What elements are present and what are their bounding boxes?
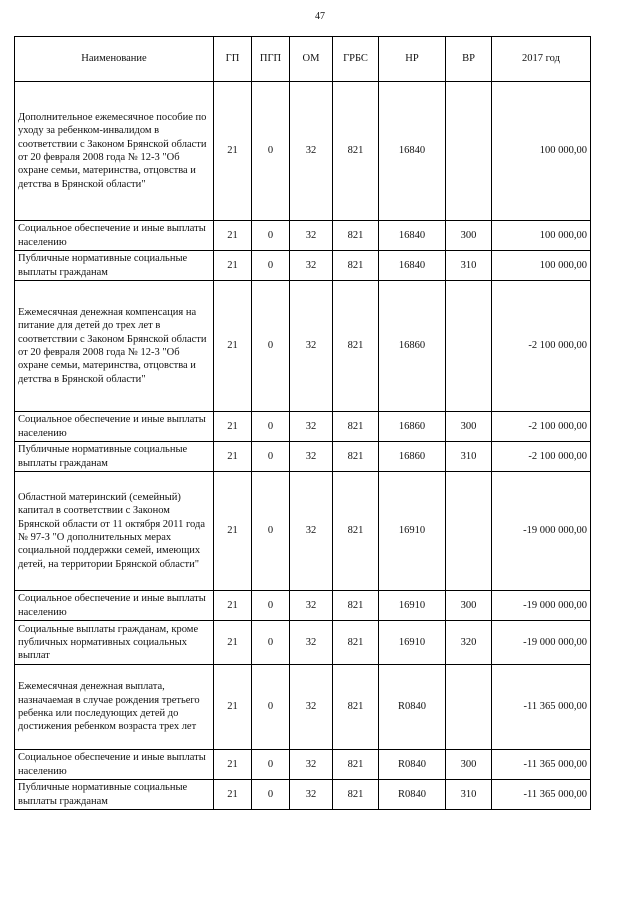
row-name: Социальные выплаты гражданам, кроме публичных нормативных социальных выплат: [15, 621, 214, 665]
row-vr: [446, 665, 492, 750]
row-om: 32: [290, 412, 333, 442]
row-grbs: 821: [333, 281, 379, 412]
row-gp: 21: [214, 750, 252, 780]
row-gp: 21: [214, 82, 252, 221]
table-row: [15, 221, 591, 251]
page-number: 47: [315, 11, 325, 22]
row-gp: 21: [214, 442, 252, 472]
row-name: Публичные нормативные социальные выплаты гражданам: [15, 251, 214, 281]
row-name: Социальное обеспечение и иные выплаты населению: [15, 591, 214, 621]
row-grbs: 821: [333, 750, 379, 780]
row-nr: 16840: [379, 251, 446, 281]
row-grbs: 821: [333, 591, 379, 621]
row-pgp: 0: [252, 621, 290, 665]
row-om: 32: [290, 591, 333, 621]
row-pgp: 0: [252, 591, 290, 621]
row-name: Социальное обеспечение и иные выплаты населению: [15, 750, 214, 780]
table-row: [15, 251, 591, 281]
row-amount: -11 365 000,00: [492, 750, 591, 780]
row-pgp: 0: [252, 665, 290, 750]
row-vr: 300: [446, 221, 492, 251]
row-grbs: 821: [333, 665, 379, 750]
row-gp: 21: [214, 281, 252, 412]
row-gp: 21: [214, 665, 252, 750]
row-om: 32: [290, 621, 333, 665]
row-name: Ежемесячная денежная компенсация на питание для детей до трех лет в соответствии с Законом Брянской области от 20 февраля 2008 года № 12-3 "Об охране семьи, материнства, отцовства и детства в Брянской области": [15, 281, 214, 412]
row-grbs: 821: [333, 412, 379, 442]
row-grbs: 821: [333, 82, 379, 221]
row-vr: [446, 82, 492, 221]
row-name: Публичные нормативные социальные выплаты гражданам: [15, 442, 214, 472]
row-amount: -19 000 000,00: [492, 472, 591, 591]
row-gp: 21: [214, 221, 252, 251]
row-vr: 320: [446, 621, 492, 665]
row-gp: 21: [214, 591, 252, 621]
row-pgp: 0: [252, 412, 290, 442]
row-gp: 21: [214, 780, 252, 810]
table-row: [15, 412, 591, 442]
row-om: 32: [290, 82, 333, 221]
row-nr: R0840: [379, 780, 446, 810]
row-om: 32: [290, 780, 333, 810]
row-grbs: 821: [333, 780, 379, 810]
row-vr: [446, 281, 492, 412]
row-pgp: 0: [252, 750, 290, 780]
table-row: [15, 442, 591, 472]
row-nr: 16860: [379, 281, 446, 412]
row-nr: R0840: [379, 750, 446, 780]
row-om: 32: [290, 665, 333, 750]
row-gp: 21: [214, 621, 252, 665]
row-om: 32: [290, 472, 333, 591]
header-vr: ВР: [446, 37, 492, 82]
row-vr: 310: [446, 780, 492, 810]
table-row: [15, 621, 591, 665]
row-nr: R0840: [379, 665, 446, 750]
row-grbs: 821: [333, 251, 379, 281]
row-nr: 16910: [379, 591, 446, 621]
header-pgp: ПГП: [252, 37, 290, 82]
row-grbs: 821: [333, 621, 379, 665]
row-name: Социальное обеспечение и иные выплаты населению: [15, 221, 214, 251]
header-gp: ГП: [214, 37, 252, 82]
row-vr: [446, 472, 492, 591]
row-nr: 16840: [379, 221, 446, 251]
row-amount: -2 100 000,00: [492, 412, 591, 442]
row-amount: -2 100 000,00: [492, 281, 591, 412]
row-om: 32: [290, 750, 333, 780]
row-grbs: 821: [333, 221, 379, 251]
row-amount: 100 000,00: [492, 251, 591, 281]
row-nr: 16860: [379, 412, 446, 442]
row-amount: 100 000,00: [492, 82, 591, 221]
header-om: ОМ: [290, 37, 333, 82]
row-amount: -11 365 000,00: [492, 665, 591, 750]
header-name: Наименование: [15, 37, 214, 82]
budget-table: [14, 36, 591, 810]
row-vr: 300: [446, 412, 492, 442]
row-name: Публичные нормативные социальные выплаты гражданам: [15, 780, 214, 810]
row-grbs: 821: [333, 472, 379, 591]
row-vr: 310: [446, 251, 492, 281]
table-row: [15, 665, 591, 750]
row-amount: -11 365 000,00: [492, 780, 591, 810]
table-row: [15, 780, 591, 810]
row-om: 32: [290, 251, 333, 281]
row-amount: -2 100 000,00: [492, 442, 591, 472]
table-row: [15, 472, 591, 591]
row-nr: 16860: [379, 442, 446, 472]
row-name: Областной материнский (семейный) капитал в соответствии с Законом Брянской области от 11 октября 2011 года № 97-З "О дополнительных мерах социальной поддержки семей, имеющих детей, на территории Брянской области": [15, 472, 214, 591]
header-amount: 2017 год: [492, 37, 591, 82]
table-header-row: [15, 37, 591, 82]
row-pgp: 0: [252, 281, 290, 412]
header-grbs: ГРБС: [333, 37, 379, 82]
row-vr: 300: [446, 591, 492, 621]
row-pgp: 0: [252, 251, 290, 281]
row-pgp: 0: [252, 82, 290, 221]
row-om: 32: [290, 442, 333, 472]
row-amount: -19 000 000,00: [492, 591, 591, 621]
row-pgp: 0: [252, 780, 290, 810]
row-amount: 100 000,00: [492, 221, 591, 251]
row-nr: 16910: [379, 621, 446, 665]
table-row: [15, 82, 591, 221]
row-vr: 300: [446, 750, 492, 780]
row-grbs: 821: [333, 442, 379, 472]
row-gp: 21: [214, 412, 252, 442]
row-pgp: 0: [252, 472, 290, 591]
row-name: Ежемесячная денежная выплата, назначаемая в случае рождения третьего ребенка или последующих детей до достижения ребенком возраста трех лет: [15, 665, 214, 750]
row-om: 32: [290, 281, 333, 412]
row-om: 32: [290, 221, 333, 251]
row-name: Дополнительное ежемесячное пособие по уходу за ребенком-инвалидом в соответствии с Законом Брянской области от 20 февраля 2008 года № 12-3 "Об охране семьи, материнства, отцовства и детства в Брянской области": [15, 82, 214, 221]
table-row: [15, 591, 591, 621]
table-row: [15, 281, 591, 412]
row-pgp: 0: [252, 221, 290, 251]
row-nr: 16910: [379, 472, 446, 591]
header-nr: НР: [379, 37, 446, 82]
row-vr: 310: [446, 442, 492, 472]
row-name: Социальное обеспечение и иные выплаты населению: [15, 412, 214, 442]
row-amount: -19 000 000,00: [492, 621, 591, 665]
row-nr: 16840: [379, 82, 446, 221]
table-row: [15, 750, 591, 780]
row-gp: 21: [214, 472, 252, 591]
row-gp: 21: [214, 251, 252, 281]
row-pgp: 0: [252, 442, 290, 472]
